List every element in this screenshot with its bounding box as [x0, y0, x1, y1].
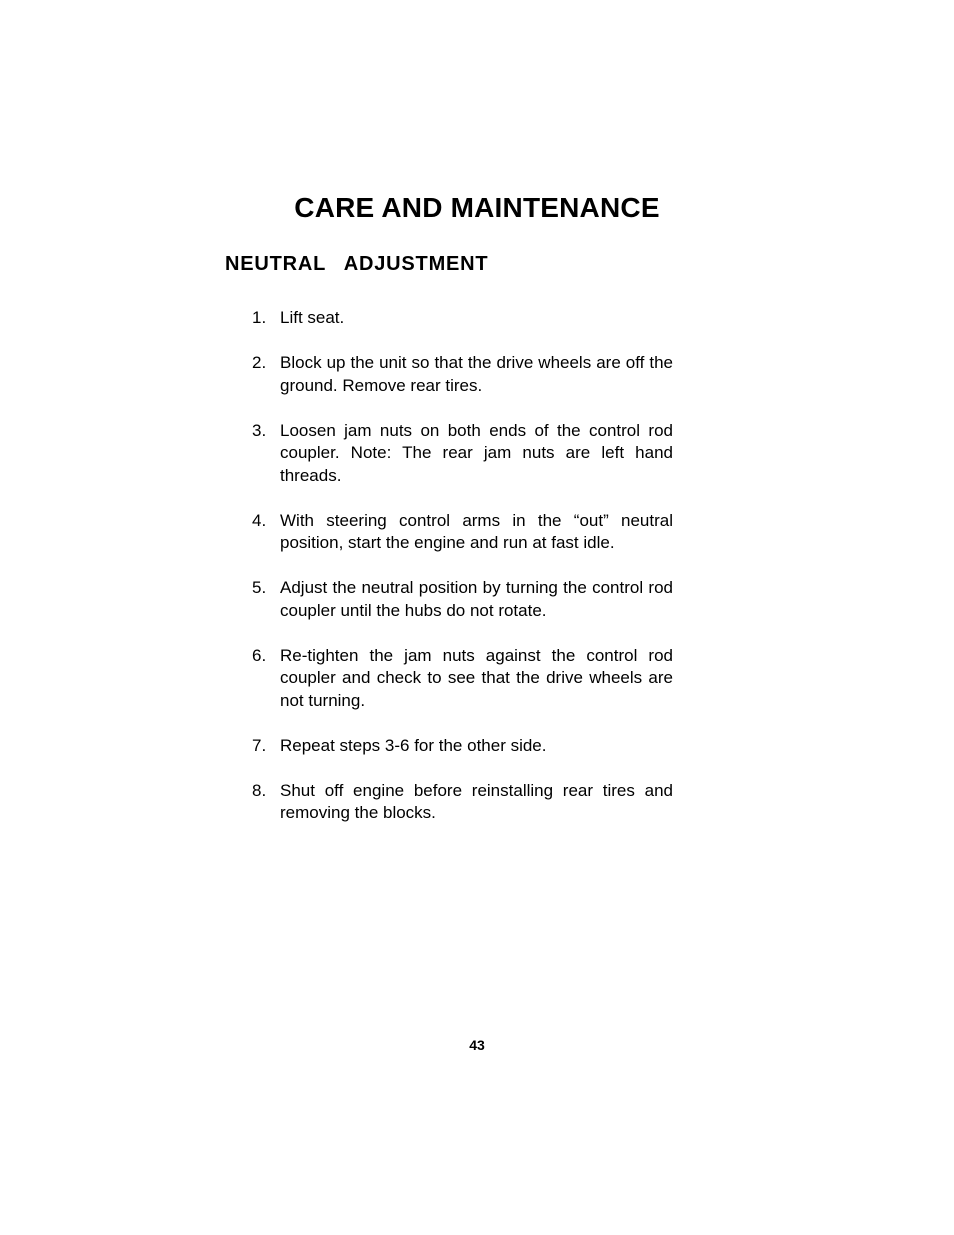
step-text: With steering control arms in the “out” neutral position, start the engine and run at fast idle.: [280, 510, 673, 552]
list-item: [252, 735, 673, 758]
list-item: [252, 352, 673, 397]
step-text: Adjust the neutral position by turning the control rod coupler until the hubs do not rotate.: [280, 578, 673, 620]
step-number: 8.: [252, 780, 267, 800]
list-item: [252, 577, 673, 622]
step-number: 3.: [252, 420, 267, 440]
step-text: Repeat steps 3-6 for the other side.: [280, 735, 547, 755]
list-item: [252, 510, 673, 555]
page-number: 43: [469, 1037, 485, 1053]
step-text: Loosen jam nuts on both ends of the control rod coupler. Note: The rear jam nuts are left hand threads.: [280, 420, 673, 485]
step-number: 5.: [252, 578, 267, 597]
step-number: 7.: [252, 735, 267, 755]
list-item: [252, 307, 673, 330]
step-text: Shut off engine before reinstalling rear tires and removing the blocks.: [280, 780, 673, 822]
step-text: Lift seat.: [280, 308, 345, 327]
page-title: CARE AND MAINTENANCE: [294, 192, 660, 223]
list-item: [252, 420, 673, 488]
step-text: Re-tighten the jam nuts against the control rod coupler and check to see that the drive wheels are not turning.: [280, 645, 673, 710]
step-number: 1.: [252, 308, 267, 327]
step-number: 2.: [252, 353, 267, 372]
step-number: 4.: [252, 510, 267, 530]
list-item: [252, 780, 673, 825]
step-text: Block up the unit so that the drive wheels are off the ground. Remove rear tires.: [280, 353, 673, 395]
section-title: NEUTRAL ADJUSTMENT: [225, 253, 489, 275]
steps-list: [252, 307, 673, 847]
step-number: 6.: [252, 645, 267, 665]
list-item: [252, 645, 673, 713]
